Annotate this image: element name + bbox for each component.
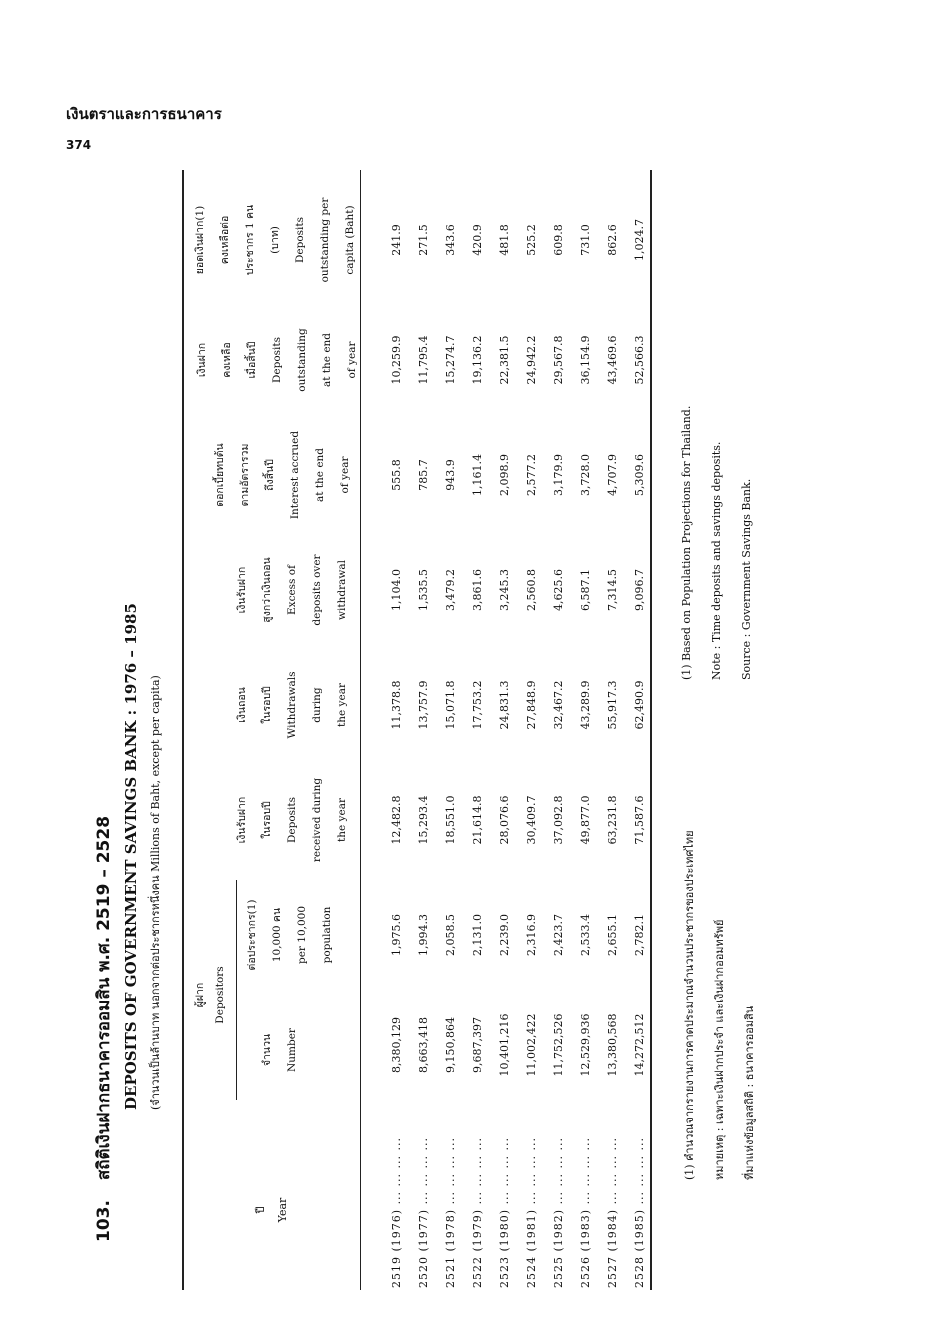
per-capita-cell: 420.9 (471, 224, 484, 256)
interest-cell: 3,179.9 (552, 454, 565, 496)
received-cell: 49,877.0 (579, 795, 592, 845)
per-pop-cell: 2,316.9 (525, 914, 538, 956)
per-capita-header-line: (บาท) (269, 226, 281, 254)
outstanding-header-line: at the end (321, 332, 333, 388)
year-header-en: Year (276, 1197, 289, 1223)
number-cell: 8,663,418 (417, 1017, 430, 1073)
withdrawals-cell: 15,071.8 (444, 680, 457, 730)
interest-header-line: Interest accrued (289, 430, 301, 520)
per-pop-cell: 2,131.0 (471, 914, 484, 956)
received-cell: 15,293.4 (417, 795, 430, 845)
top-rule (182, 170, 184, 1290)
number-header-en: Number (286, 1028, 298, 1072)
outstanding-cell: 36,154.9 (579, 335, 592, 385)
received-cell: 12,482.8 (390, 795, 403, 845)
per-capita-cell: 241.9 (390, 224, 403, 256)
interest-cell: 5,309.6 (633, 454, 646, 496)
source-en: Source : Government Savings Bank. (740, 478, 753, 680)
number-cell: 11,002,422 (525, 1013, 538, 1077)
outstanding-cell: 22,381.5 (498, 335, 511, 385)
table-unit-note: (จำนวนเป็นล้านบาท นอกจากต่อประชากรหนึ่งคน Millions of Baht, except per capita) (149, 675, 162, 1110)
year-cell: 2522 (1979) ... ... ... ... (471, 1136, 484, 1288)
excess-cell: 2,560.8 (525, 569, 538, 611)
year-cell: 2527 (1984) ... ... ... ... (606, 1136, 619, 1288)
number-cell: 10,401,216 (498, 1013, 511, 1077)
interest-cell: 3,728.0 (579, 454, 592, 496)
number-cell: 8,380,129 (390, 1017, 403, 1073)
year-cell: 2525 (1982) ... ... ... ... (552, 1136, 565, 1288)
received-header-line: ในรอบปี (261, 801, 273, 839)
bottom-rule (650, 170, 652, 1290)
withdrawals-cell: 32,467.2 (552, 680, 565, 730)
note-th: หมายเหตุ : เฉพาะเงินฝากประจำ และเงินฝากออมทรัพย์ (713, 919, 726, 1180)
received-cell: 28,076.6 (498, 795, 511, 845)
interest-cell: 785.7 (417, 459, 430, 491)
excess-cell: 6,587.1 (579, 569, 592, 611)
withdrawals-header-line: เงินถอน (236, 687, 248, 723)
table-title-th: สถิติเงินฝากธนาคารออมสิน พ.ศ. 2519 – 2528 (94, 815, 114, 1181)
number-cell: 14,272,512 (633, 1013, 646, 1077)
received-header-line: เงินรับฝาก (236, 796, 248, 844)
interest-header-line: of year (339, 456, 351, 494)
number-cell: 12,529,936 (579, 1013, 592, 1077)
interest-header-line: ดอกเบี้ยทบต้น (214, 443, 226, 507)
received-header-line: the year (336, 798, 348, 842)
withdrawals-header-line: Withdrawals (286, 671, 298, 739)
rotated-table-block (90, 150, 790, 1290)
withdrawals-cell: 27,848.9 (525, 680, 538, 730)
outstanding-cell: 43,469.6 (606, 335, 619, 385)
per-capita-cell: 862.6 (606, 224, 619, 256)
excess-header-line: เงินรับฝาก (236, 566, 248, 614)
per-pop-header-line: per 10,000 (296, 905, 308, 965)
depositors-rule (236, 880, 237, 1100)
received-cell: 21,614.8 (471, 795, 484, 845)
excess-cell: 3,479.2 (444, 569, 457, 611)
year-cell: 2526 (1983) ... ... ... ... (579, 1136, 592, 1288)
per-capita-cell: 343.6 (444, 224, 457, 256)
year-cell: 2524 (1981) ... ... ... ... (525, 1136, 538, 1288)
per-capita-cell: 525.2 (525, 224, 538, 256)
excess-cell: 1,104.0 (390, 569, 403, 611)
withdrawals-cell: 24,831.3 (498, 680, 511, 730)
year-cell: 2520 (1977) ... ... ... ... (417, 1136, 430, 1288)
outstanding-header-line: เมื่อสิ้นปี (246, 341, 258, 379)
outstanding-header-line: เงินฝาก (196, 342, 208, 378)
table-title (90, 816, 117, 1242)
per-capita-header-line: capita (Baht) (344, 205, 356, 275)
year-header-th: ปี (254, 1206, 267, 1214)
per-pop-cell: 2,058.5 (444, 914, 457, 956)
per-pop-cell: 2,423.7 (552, 914, 565, 956)
year-cell: 2521 (1978) ... ... ... ... (444, 1136, 457, 1288)
withdrawals-header-line: the year (336, 683, 348, 727)
depositors-header (190, 875, 230, 1115)
withdrawals-cell: 11,378.8 (390, 680, 403, 730)
number-header (255, 1000, 305, 1100)
interest-cell: 2,577.2 (525, 454, 538, 496)
running-head: เงินตราและการธนาคาร (66, 105, 222, 123)
outstanding-cell: 29,567.8 (552, 335, 565, 385)
outstanding-header-line: of year (346, 341, 358, 379)
excess-header-line: deposits over (311, 554, 323, 626)
per-capita-cell: 481.8 (498, 224, 511, 256)
withdrawals-cell: 55,917.3 (606, 680, 619, 730)
table-number: 103. (94, 1200, 114, 1242)
outstanding-cell: 52,566.3 (633, 335, 646, 385)
excess-cell: 3,245.3 (498, 569, 511, 611)
per-pop-header-line: population (321, 906, 333, 964)
outstanding-header (190, 305, 365, 415)
per-capita-header-line: ยอดเงินฝาก(1) (194, 205, 206, 275)
excess-cell: 9,096.7 (633, 569, 646, 611)
interest-cell: 943.9 (444, 459, 457, 491)
withdrawals-header-line: ในรอบปี (261, 686, 273, 724)
per-capita-cell: 731.0 (579, 224, 592, 256)
received-cell: 37,092.8 (552, 795, 565, 845)
per-capita-header-line: Deposits (294, 216, 306, 264)
per-pop-cell: 1,994.3 (417, 914, 430, 956)
interest-cell: 555.8 (390, 459, 403, 491)
per-pop-header-line: ต่อประชากร(1) (246, 899, 258, 971)
received-cell: 30,409.7 (525, 795, 538, 845)
per-pop-header-line: 10,000 คน (271, 907, 283, 963)
outstanding-cell: 19,136.2 (471, 335, 484, 385)
outstanding-cell: 10,259.9 (390, 335, 403, 385)
withdrawals-cell: 13,757.9 (417, 680, 430, 730)
per-pop-cell: 2,655.1 (606, 914, 619, 956)
number-cell: 9,687,397 (471, 1017, 484, 1073)
year-header (250, 1190, 294, 1230)
year-cell: 2523 (1980) ... ... ... ... (498, 1136, 511, 1288)
withdrawals-header (230, 650, 355, 760)
received-cell: 18,551.0 (444, 795, 457, 845)
outstanding-cell: 15,274.7 (444, 335, 457, 385)
per-pop-cell: 2,782.1 (633, 914, 646, 956)
page-number: 374 (66, 138, 92, 152)
excess-cell: 3,861.6 (471, 569, 484, 611)
received-cell: 63,231.8 (606, 795, 619, 845)
per-capita-header-line: ประชากร 1 คน (244, 204, 256, 276)
excess-cell: 7,314.5 (606, 569, 619, 611)
per-pop-cell: 2,533.4 (579, 914, 592, 956)
received-header-line: Deposits (286, 796, 298, 844)
depositors-header-en: Depositors (214, 966, 226, 1024)
footnote-th: (1) คำนวณจากรายงานการคาดประมาณจำนวนประชากรของประเทศไทย (683, 830, 696, 1180)
per-capita-cell: 609.8 (552, 224, 565, 256)
note-en: Note : Time deposits and savings deposits. (710, 441, 723, 680)
per-capita-cell: 1,024.7 (633, 219, 646, 261)
received-cell: 71,587.6 (633, 795, 646, 845)
withdrawals-cell: 43,289.9 (579, 680, 592, 730)
number-cell: 13,380,568 (606, 1013, 619, 1077)
outstanding-header-line: คงเหลือ (221, 342, 233, 378)
excess-header-line: withdrawal (336, 560, 348, 620)
interest-cell: 1,161.4 (471, 454, 484, 496)
excess-header-line: Excess of (286, 565, 298, 616)
interest-cell: 2,098.9 (498, 454, 511, 496)
per-capita-header (188, 180, 363, 300)
interest-header-line: at the end (314, 447, 326, 503)
outstanding-header-line: Deposits (271, 336, 283, 384)
withdrawals-cell: 17,753.2 (471, 680, 484, 730)
interest-header (208, 420, 358, 530)
depositors-header-th: ผู้ฝาก (194, 982, 206, 1008)
interest-header-line: ถึงสิ้นปี (264, 459, 276, 491)
per-capita-cell: 271.5 (417, 224, 430, 256)
number-cell: 9,150,864 (444, 1017, 457, 1073)
interest-cell: 4,707.9 (606, 454, 619, 496)
excess-header (230, 535, 355, 645)
table-title-en: DEPOSITS OF GOVERNMENT SAVINGS BANK : 1976 – 1985 (122, 603, 140, 1110)
outstanding-cell: 11,795.4 (417, 335, 430, 385)
per-pop-header (240, 880, 340, 990)
outstanding-header-line: outstanding (296, 328, 308, 392)
year-cell: 2528 (1985) ... ... ... ... (633, 1136, 646, 1288)
excess-cell: 1,535.5 (417, 569, 430, 611)
received-header-line: received during (311, 777, 323, 863)
year-cell: 2519 (1976) ... ... ... ... (390, 1136, 403, 1288)
outstanding-cell: 24,942.2 (525, 335, 538, 385)
number-cell: 11,752,526 (552, 1013, 565, 1077)
number-header-th: จำนวน (261, 1033, 273, 1067)
footnote-en: (1) Based on Population Projections for Thailand. (680, 405, 693, 680)
interest-header-line: ตามอัตรารวม (239, 443, 251, 507)
excess-cell: 4,625.6 (552, 569, 565, 611)
withdrawals-cell: 62,490.9 (633, 680, 646, 730)
withdrawals-header-line: during (311, 687, 323, 723)
per-capita-header-line: คงเหลือต่อ (219, 215, 231, 265)
excess-header-line: สูงกว่าเงินถอน (261, 557, 273, 623)
per-pop-cell: 2,239.0 (498, 914, 511, 956)
per-pop-cell: 1,975.6 (390, 914, 403, 956)
per-capita-header-line: outstanding per (319, 197, 331, 283)
source-th: ที่มาแห่งข้อมูลสถิติ : ธนาคารออมสิน (743, 1005, 756, 1180)
received-header (230, 765, 355, 875)
